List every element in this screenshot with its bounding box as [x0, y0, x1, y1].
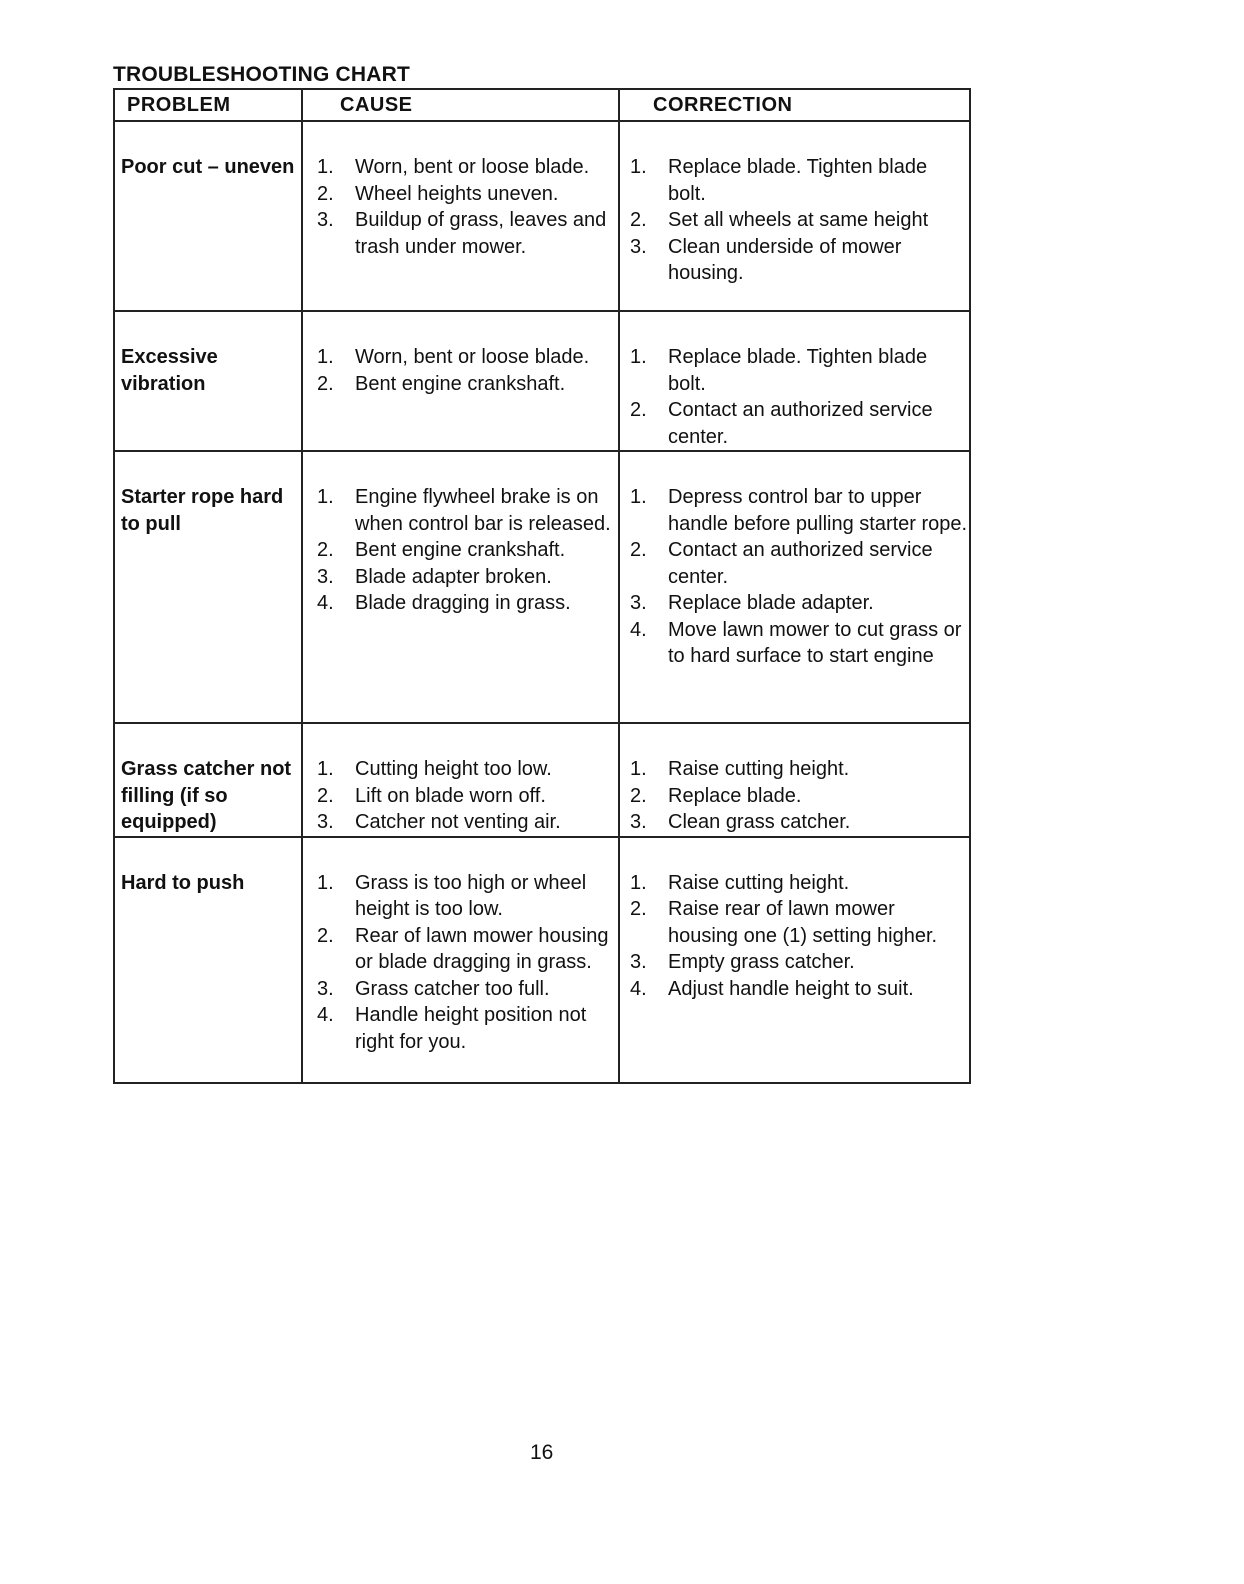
- correction-number: 3.: [630, 235, 647, 258]
- problem-cell: Hard to push: [114, 837, 302, 1083]
- correction-item: [630, 870, 969, 897]
- correction-number: 3.: [630, 811, 647, 833]
- problem-cell: Grass catcher not filling (if so equipped): [114, 723, 302, 837]
- correction-number: 4.: [630, 977, 647, 1000]
- correction-number: 2.: [630, 539, 647, 561]
- cause-text: Blade dragging in grass.: [355, 592, 571, 614]
- cause-text: Blade adapter broken.: [355, 565, 552, 588]
- correction-text: Replace blade adapter.: [668, 592, 874, 614]
- page-number: 16: [530, 1441, 554, 1464]
- cause-item: [317, 590, 618, 617]
- cause-text: Wheel heights uneven.: [355, 182, 559, 205]
- correction-item: [630, 484, 969, 537]
- correction-item: [630, 397, 969, 450]
- cause-text: Grass is too high or wheel height is too low.: [355, 871, 587, 920]
- correction-item: [630, 207, 969, 234]
- correction-text: Raise cutting height.: [668, 871, 850, 894]
- cause-text: Worn, bent or loose blade.: [355, 346, 590, 368]
- correction-number: 2.: [630, 399, 647, 421]
- header-cause: CAUSE: [302, 89, 619, 121]
- cause-item: [317, 181, 618, 208]
- cause-item: [317, 809, 618, 836]
- correction-number: 2.: [630, 209, 647, 231]
- correction-item: [630, 976, 969, 1003]
- cause-cell: [302, 121, 619, 311]
- cause-number: 2.: [317, 372, 334, 395]
- correction-text: Depress control bar to upper handle before pulling starter rope.: [668, 486, 968, 535]
- cause-number: 4.: [317, 592, 334, 614]
- cause-cell: [302, 311, 619, 451]
- cause-item: [317, 371, 618, 398]
- problem-cell: Poor cut – uneven: [114, 121, 302, 311]
- cause-item: [317, 207, 618, 260]
- cause-item: [317, 870, 618, 923]
- cause-number: 3.: [317, 977, 334, 1000]
- table-row: [114, 311, 970, 451]
- correction-text: Raise cutting height.: [668, 758, 850, 780]
- correction-cell: [619, 723, 970, 837]
- cause-cell: [302, 723, 619, 837]
- cause-item: [317, 923, 618, 976]
- correction-cell: [619, 451, 970, 723]
- correction-number: 4.: [630, 618, 647, 641]
- chart-title: TROUBLESHOOTING CHART: [113, 63, 411, 86]
- correction-number: 3.: [630, 951, 647, 973]
- correction-number: 2.: [630, 784, 647, 807]
- correction-number: 1.: [630, 156, 647, 178]
- cause-text: Engine flywheel brake is on when control bar is released.: [355, 486, 611, 535]
- correction-text: Replace blade. Tighten blade bolt.: [668, 346, 928, 395]
- table-row: [114, 723, 970, 837]
- cause-text: Catcher not venting air.: [355, 811, 561, 833]
- cause-number: 2.: [317, 539, 334, 561]
- correction-number: 3.: [630, 592, 647, 614]
- cause-number: 3.: [317, 209, 334, 231]
- correction-item: [630, 783, 969, 810]
- cause-number: 1.: [317, 871, 334, 894]
- header-row: [114, 89, 970, 121]
- cause-number: 1.: [317, 156, 334, 178]
- correction-text: Contact an authorized service center.: [668, 399, 933, 448]
- correction-number: 1.: [630, 871, 647, 894]
- cause-text: Rear of lawn mower housing or blade dragging in grass.: [355, 924, 609, 973]
- header-correction: CORRECTION: [619, 89, 970, 121]
- correction-item: [630, 809, 969, 836]
- cause-text: Bent engine crankshaft.: [355, 539, 566, 561]
- cause-number: 2.: [317, 784, 334, 807]
- correction-item: [630, 234, 969, 287]
- cause-cell: [302, 837, 619, 1083]
- correction-text: Clean grass catcher.: [668, 811, 851, 833]
- cause-number: 2.: [317, 182, 334, 205]
- correction-item: [630, 154, 969, 207]
- cause-number: 1.: [317, 346, 334, 368]
- correction-cell: [619, 121, 970, 311]
- correction-number: 1.: [630, 346, 647, 368]
- table-row: [114, 837, 970, 1083]
- correction-text: Move lawn mower to cut grass or to hard surface to start engine: [668, 618, 962, 667]
- table-row: [114, 121, 970, 311]
- correction-number: 1.: [630, 486, 647, 508]
- correction-item: [630, 949, 969, 976]
- header-problem: PROBLEM: [114, 89, 302, 121]
- cause-number: 3.: [317, 811, 334, 833]
- cause-number: 4.: [317, 1004, 334, 1026]
- troubleshooting-table: [113, 88, 971, 1084]
- cause-text: Bent engine crankshaft.: [355, 372, 566, 395]
- cause-text: Cutting height too low.: [355, 758, 552, 780]
- correction-text: Replace blade. Tighten blade bolt.: [668, 156, 928, 205]
- cause-item: [317, 537, 618, 564]
- cause-item: [317, 783, 618, 810]
- cause-text: Handle height position not right for you.: [355, 1004, 587, 1053]
- cause-text: Worn, bent or loose blade.: [355, 156, 590, 178]
- cause-number: 3.: [317, 565, 334, 588]
- problem-cell: Starter rope hard to pull: [114, 451, 302, 723]
- cause-number: 2.: [317, 924, 334, 947]
- correction-text: Empty grass catcher.: [668, 951, 855, 973]
- correction-number: 1.: [630, 758, 647, 780]
- cause-number: 1.: [317, 758, 334, 780]
- correction-text: Set all wheels at same height: [668, 209, 929, 231]
- cause-text: Grass catcher too full.: [355, 977, 550, 1000]
- correction-cell: [619, 837, 970, 1083]
- correction-item: [630, 756, 969, 783]
- cause-cell: [302, 451, 619, 723]
- correction-cell: [619, 311, 970, 451]
- cause-item: [317, 344, 618, 371]
- correction-item: [630, 537, 969, 590]
- correction-text: Contact an authorized service center.: [668, 539, 933, 588]
- correction-text: Replace blade.: [668, 784, 802, 807]
- cause-item: [317, 484, 618, 537]
- correction-text: Adjust handle height to suit.: [668, 977, 914, 1000]
- cause-item: [317, 1002, 618, 1055]
- cause-text: Lift on blade worn off.: [355, 784, 546, 807]
- correction-item: [630, 617, 969, 670]
- cause-item: [317, 976, 618, 1003]
- cause-text: Buildup of grass, leaves and trash under mower.: [355, 209, 607, 258]
- correction-item: [630, 590, 969, 617]
- cause-number: 1.: [317, 486, 334, 508]
- correction-text: Clean underside of mower housing.: [668, 235, 902, 284]
- correction-text: Raise rear of lawn mower housing one (1) setting higher.: [668, 898, 938, 947]
- cause-item: [317, 564, 618, 591]
- problem-cell: Excessive vibration: [114, 311, 302, 451]
- correction-item: [630, 896, 969, 949]
- correction-number: 2.: [630, 898, 647, 920]
- cause-item: [317, 756, 618, 783]
- cause-item: [317, 154, 618, 181]
- correction-item: [630, 344, 969, 397]
- table-row: [114, 451, 970, 723]
